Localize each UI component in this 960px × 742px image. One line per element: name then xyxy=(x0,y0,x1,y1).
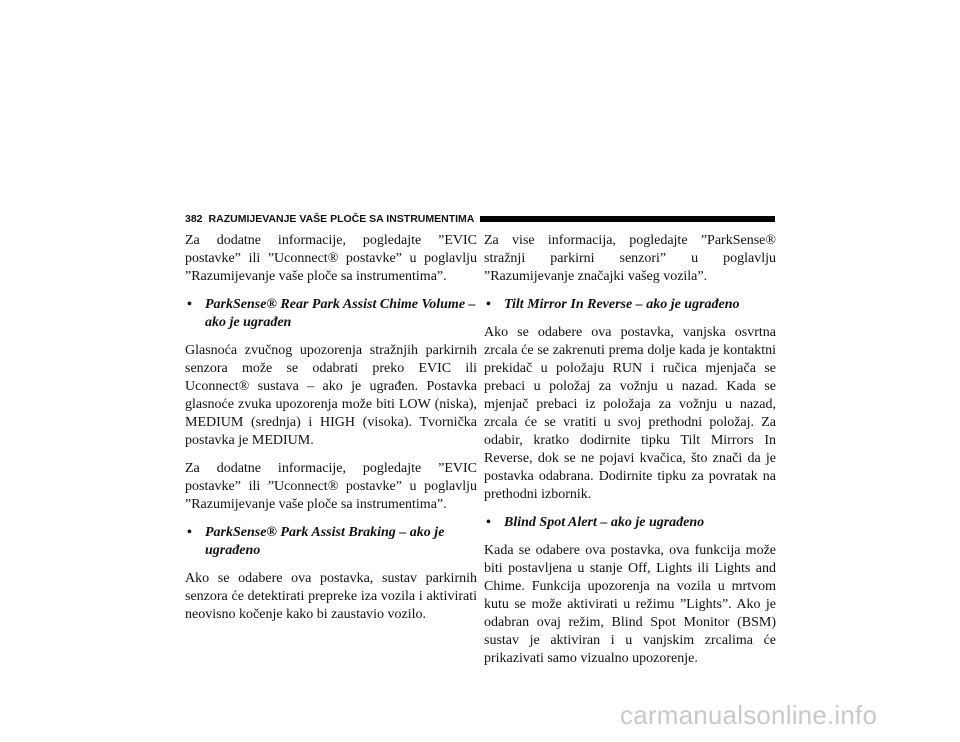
bullet-heading xyxy=(484,514,776,532)
paragraph: Kada se odabere ova postavka, ova funkcija može biti postavljena u stanje Off, Lights ili Lights and Chime. Funkcija upozorenja na vozila u mrtvom kutu se može aktivirati u režimu ”Lights”. Ako je odabran ovaj režim, Blind Spot Monitor (BSM) sustav je aktiviran i u vanjskim zrcalima će prikazivati samo vizualno upozorenje. xyxy=(484,543,776,666)
bullet-heading xyxy=(185,524,477,560)
bullet-heading-text: Blind Spot Alert – ako je ugrađeno xyxy=(504,515,705,530)
bullet-icon: • xyxy=(486,297,491,312)
paragraph: Ako se odabere ova postavka, vanjska osvrtna zrcala će se zakrenuti prema dolje kada je kontaktni prekidač u položaju RUN i ručica mjenjača se prebaci u položaj za vožnju u nazad. Kada se mjenjač prebaci iz položaja za vožnju u nazad, zrcala će se vratiti u svoj prethodni položaj. Za odabir, kratko dodirnite tipku Tilt Mirrors In Reverse, dok se ne pojavi kvačica, što znači da je postavka odabrana. Dodirnite tipku za povratak na prethodni izbornik. xyxy=(484,325,776,502)
left-column xyxy=(185,232,477,624)
bullet-heading-text: ParkSense® Park Assist Braking – ako je ugrađeno xyxy=(205,525,445,558)
right-column xyxy=(484,232,776,668)
paragraph: Za vise informacija, pogledajte ”ParkSense® stražnji parkirni senzori” u poglavlju ”Razumijevanje značajki vašeg vozila”. xyxy=(484,233,776,284)
bullet-heading xyxy=(185,296,477,332)
paragraph: Za dodatne informacije, pogledajte ”EVIC postavke” ili ”Uconnect® postavke” u poglavlju ”Razumijevanje vaše ploče sa instrumentima”. xyxy=(185,233,477,284)
bullet-heading xyxy=(484,296,776,314)
bullet-icon: • xyxy=(187,297,192,312)
paragraph: Ako se odabere ova postavka, sustav parkirnih senzora će detektirati prepreke iza vozila i aktivirati neovisno kočenje kako bi zaustavio vozilo. xyxy=(185,571,477,622)
bullet-icon: • xyxy=(486,515,491,530)
bullet-heading-text: Tilt Mirror In Reverse – ako je ugrađeno xyxy=(504,297,740,312)
paragraph: Za dodatne informacije, pogledajte ”EVIC postavke” ili ”Uconnect® postavke” u poglavlju ”Razumijevanje vaše ploče sa instrumentima”. xyxy=(185,461,477,512)
page-header xyxy=(185,210,775,228)
paragraph: Glasnoća zvučnog upozorenja stražnjih parkirnih senzora može se odabrati preko EVIC ili Uconnect® sustava – ako je ugrađen. Postavka glasnoće zvuka upozorenja može biti LOW (niska), MEDIUM (srednja) i HIGH (visoka). Tvornička postavka je MEDIUM. xyxy=(185,343,477,448)
watermark-text: carmanualsonline.info xyxy=(620,700,878,730)
header-rule xyxy=(480,216,775,222)
running-title: RAZUMIJEVANJE VAŠE PLOČE SA INSTRUMENTIMA xyxy=(208,213,475,225)
bullet-icon: • xyxy=(187,525,192,540)
page-number: 382 xyxy=(185,213,203,225)
bullet-heading-text: ParkSense® Rear Park Assist Chime Volume – ako je ugrađen xyxy=(205,297,476,330)
